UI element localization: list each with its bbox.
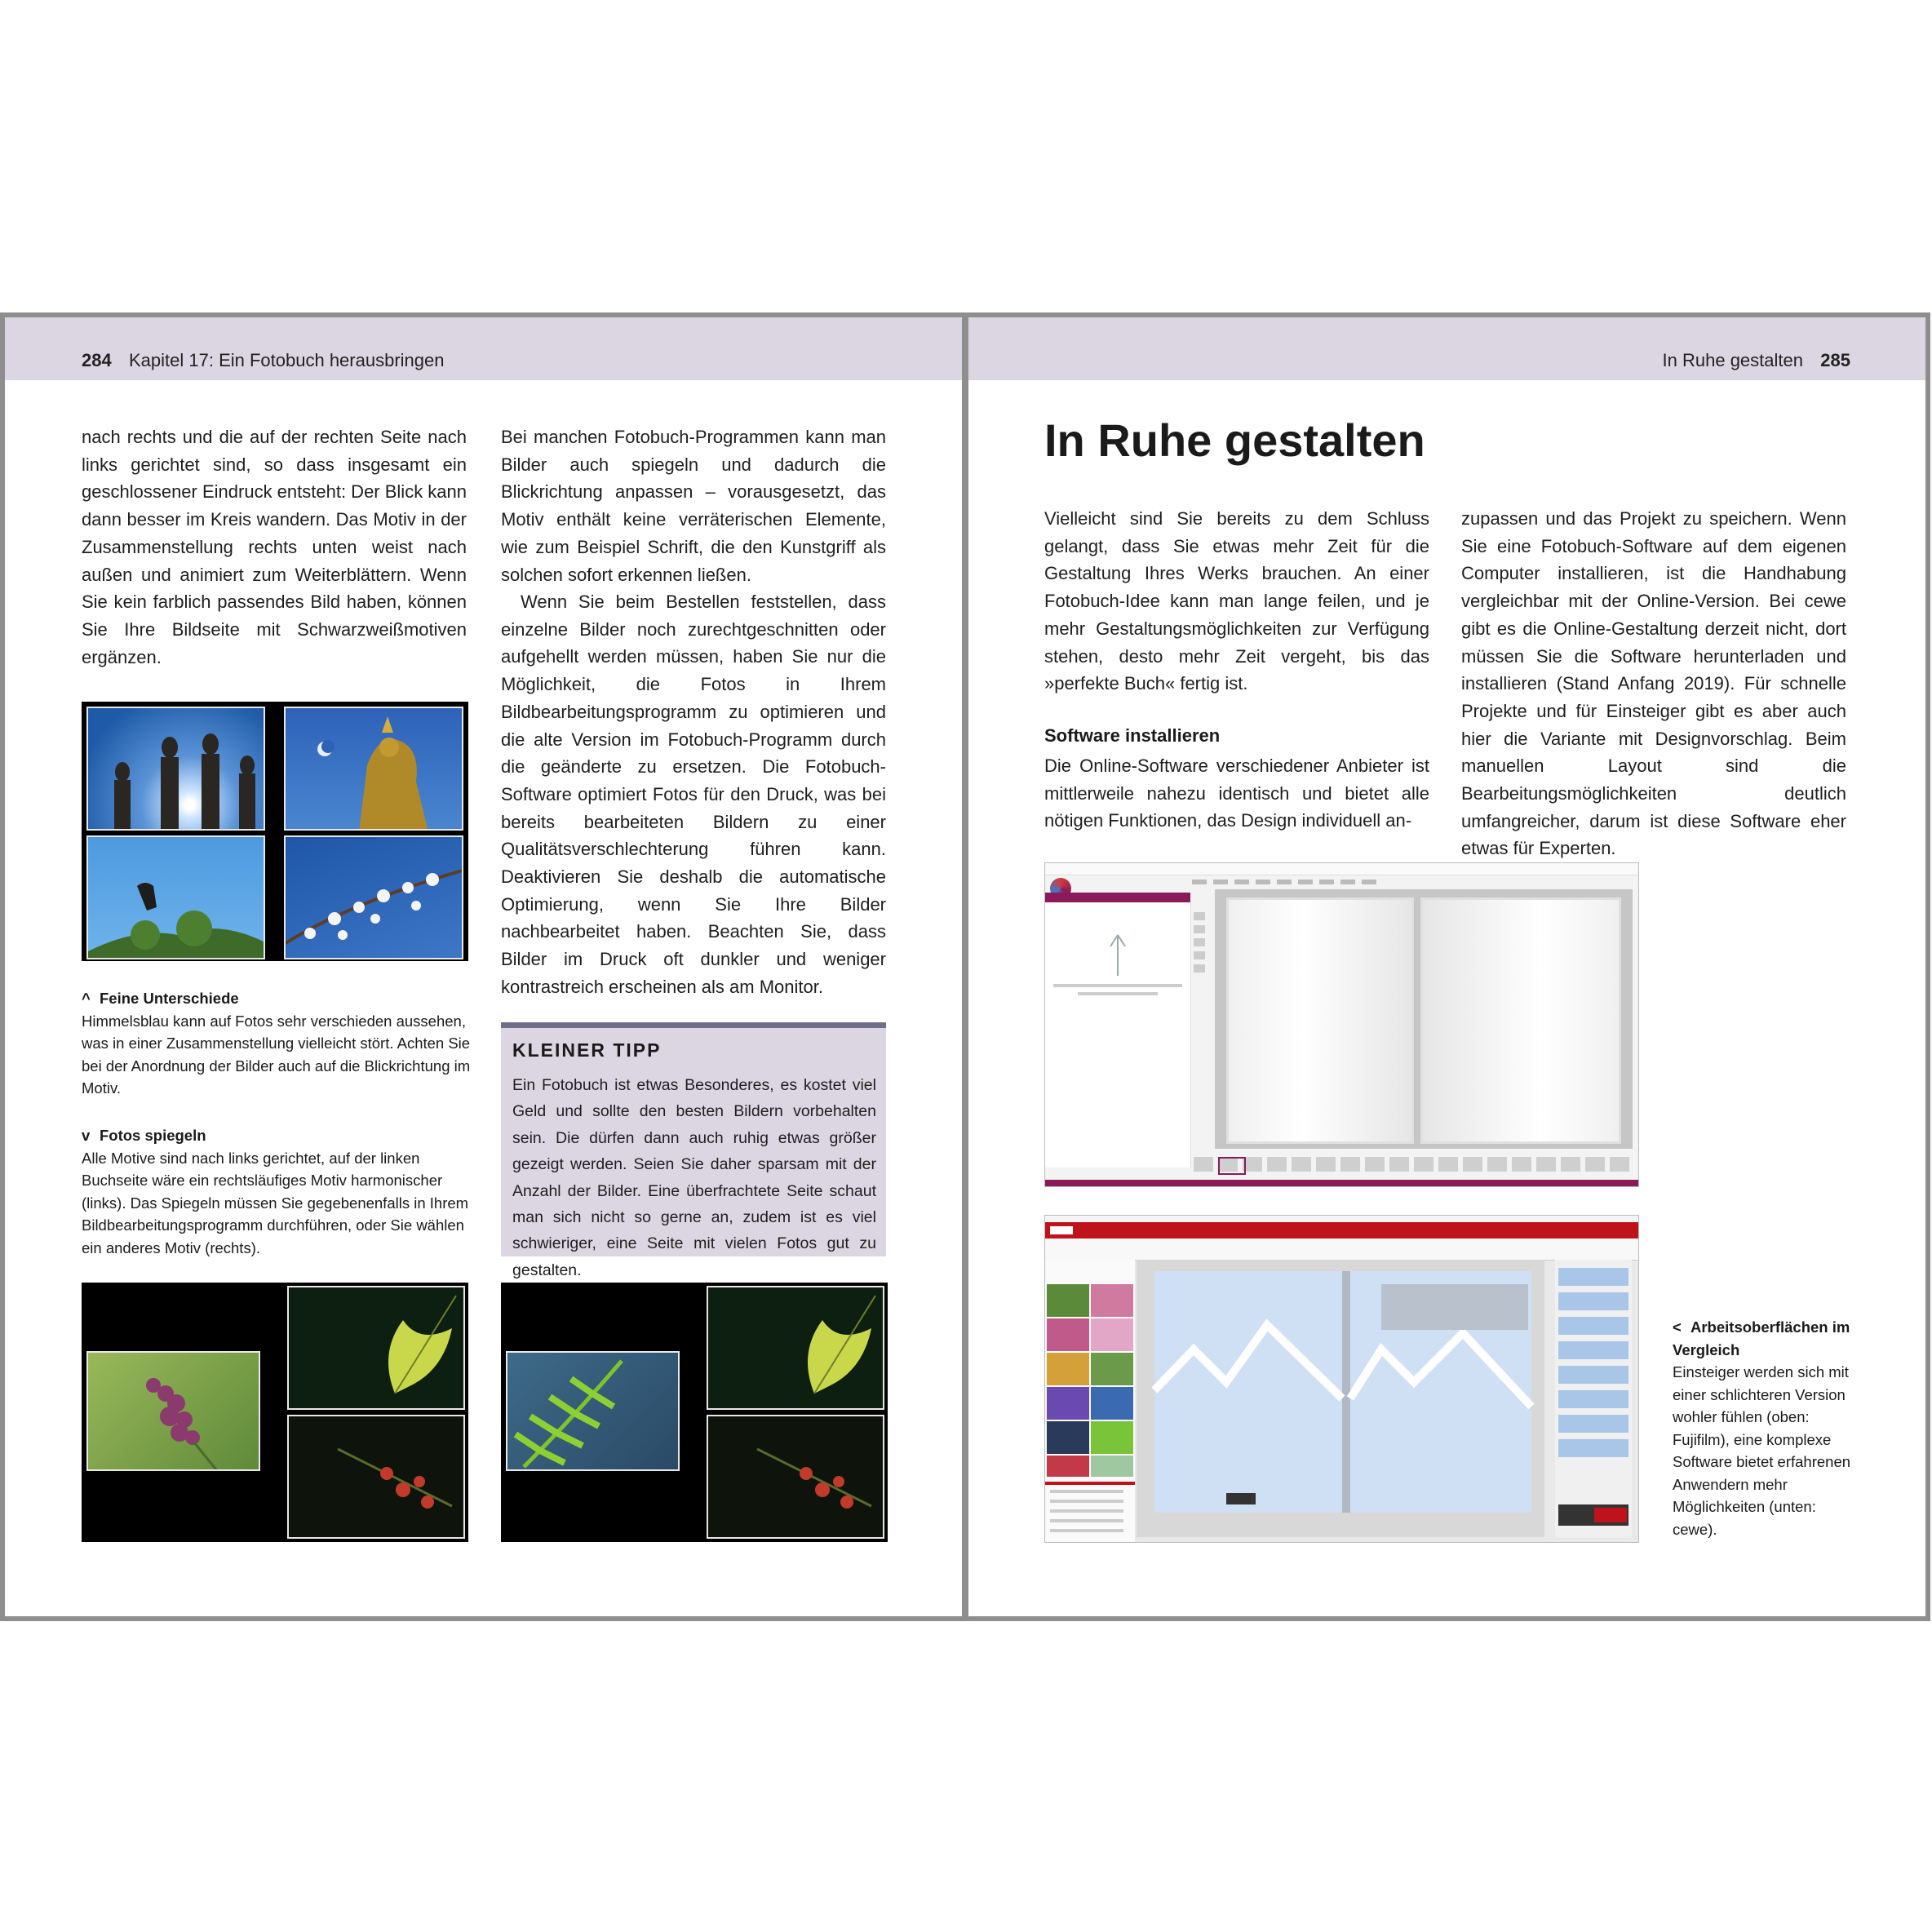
fuji-page-strip	[1194, 1157, 1630, 1172]
photo-fern	[506, 1351, 680, 1471]
caption-arbeitsoberflaechen: < Arbeitsoberflächen im Vergleich Einsteiger werden sich mit einer schlichteren Version wohler fühlen (oben: Fujifilm), eine komplexe Software bietet erfahrenen Anwendern mehr Möglichkeiten (unten: cewe).	[1673, 1316, 1860, 1540]
chevron-up-icon: ^	[82, 990, 91, 1007]
left-col2-para1: Bei manchen Fotobuch-Programmen kann man Bilder auch spiegeln und dadurch die Blickrichtung anpassen – vorausgesetzt, das Motiv enthält keine verräterischen Elemente, wie zum Beispiel Schrift, die den Kunstgriff als solchen sofort erkennen ließen.	[501, 427, 886, 585]
right-page	[964, 312, 1930, 1621]
fuji-canvas	[1215, 889, 1633, 1149]
left-page-number: 284	[82, 350, 112, 370]
photo-golden-statue	[284, 707, 463, 831]
caption-fotos-spiegeln: v Fotos spiegeln Alle Motive sind nach links gerichtet, auf der linken Buchseite wäre ein rechtsläufiges Motiv harmonischer (links). Das Spiegeln müssen Sie gegebenenfalls in Ihrem Bildbearbeitungsprogramm durchführen, oder Sie wählen ein anderes Motiv (rechts).	[82, 1124, 473, 1259]
right-col1-para2: Die Online-Software verschiedener Anbieter ist mittlerweile nahezu identisch und bietet alle nötigen Funktionen, das Design individuell an-	[1044, 756, 1429, 831]
photo-lilac	[86, 1351, 260, 1471]
section-title: In Ruhe gestalten	[1662, 350, 1803, 370]
right-page-number: 285	[1820, 350, 1850, 370]
statues-silhouette	[88, 708, 265, 831]
collage-fern	[501, 1283, 888, 1542]
fuji-sidebar	[1045, 902, 1191, 1168]
book-spread	[0, 312, 1930, 1621]
left-col1-text: nach rechts und die auf der rechten Seite nach links gerichtet sind, so dass insgesamt ein geschlossener Eindruck entsteht: Der Blick kann dann besser im Kreis wandern. Das Motiv in der Zusammenstellung rechts unten weist nach außen und animiert zum Weiterblättern. Wenn Sie kein farblich passendes Bild haben, können Sie Ihre Bildseite mit Schwarzweißmotiven ergänzen.	[82, 427, 467, 667]
screenshot-fujifilm	[1044, 862, 1639, 1187]
right-col2-text: zupassen und das Projekt zu speichern. Wenn Sie eine Fotobuch-Software auf dem eigenen Computer installieren, ist die Handhabung vergleichbar mit der Online-Version. Bei cewe gibt es die Online-Gestaltung derzeit nicht, dort müssen Sie die Software herunterladen und installieren (Stand Anfang 2019). Für schnelle Projekte und für Einsteiger gibt es aber auch hier die Variante mit Designvorschlag. Beim manuellen Layout sind die Bearbeitungsmöglichkeiten deutlich umfangreicher, darum ist diese Software eher etwas für Experten.	[1461, 508, 1846, 859]
photo-leaf-2	[707, 1286, 884, 1410]
right-running-header	[968, 317, 1925, 380]
chevron-left-icon: <	[1673, 1318, 1682, 1336]
collage-sky-photos	[82, 702, 468, 961]
cewe-logo-icon	[1050, 1226, 1073, 1234]
photo-leaf-1	[287, 1286, 465, 1410]
chevron-down-icon: v	[82, 1127, 91, 1144]
caption-feine-unterschiede: ^ Feine Unterschiede Himmelsblau kann auf Fotos sehr verschieden aussehen, was in einer Zusammenstellung vielleicht stört. Achten Sie bei der Anordnung der Bilder auch auf die Blickrichtung im Motiv.	[82, 987, 473, 1100]
cewe-titlebar	[1045, 1222, 1638, 1239]
arrow-up-icon	[1045, 927, 1190, 1025]
photo-berries-1	[287, 1415, 465, 1539]
tip-text: Ein Fotobuch ist etwas Besonderes, es kostet viel Geld und sollte den besten Bildern vorbehalten sein. Die dürfen dann auch ruhig etwas größer gezeigt werden. Seien Sie daher sparsam mit der Anzahl der Bilder. Eine überfrachtete Seite schaut man sich nicht so gerne an, zudem ist es viel schwieriger, eine Seite mit vielen Fotos gut zu gestalten.	[512, 1076, 876, 1279]
screenshot-cewe	[1044, 1215, 1639, 1543]
tip-box	[501, 1022, 886, 1279]
cewe-canvas	[1137, 1260, 1544, 1537]
left-page	[0, 312, 964, 1621]
photo-statues	[86, 707, 265, 831]
collage-lilac	[82, 1283, 468, 1542]
photo-berries-2	[707, 1415, 884, 1539]
left-running-header	[5, 317, 962, 380]
tip-title: KLEINER TIPP	[512, 1039, 662, 1061]
photo-bird-on-branch	[86, 835, 265, 959]
left-col2-para2: Wenn Sie beim Bestellen feststellen, dass einzelne Bilder noch zurechtgeschnitten oder aufgehellt werden müssen, haben Sie nur die Möglichkeit, die Fotos in Ihrem Bildbearbeitungsprogramm zu optimieren und die alte Version im Fotobuch-Programm durch die geänderte zu ersetzen. Die Fotobuch-Software optimiert Fotos für den Druck, was bei bereits bearbeiteten Bildern zu einer Qualitätsverschlechterung führen kann. Deaktivieren Sie deshalb die automatische Optimierung, wenn Sie Ihre Bilder nachbearbeitet haben. Beachten Sie, dass Bilder im Druck oft dunkler und weniger kontrastreich erscheinen als am Monitor.	[501, 592, 886, 997]
cewe-layout-panel	[1555, 1260, 1632, 1537]
cewe-photo-panel	[1045, 1260, 1135, 1542]
chapter-title: Kapitel 17: Ein Fotobuch herausbringen	[129, 350, 445, 370]
page-heading: In Ruhe gestalten	[1044, 414, 1425, 466]
photo-blossoms	[284, 835, 463, 959]
subheading: Software installieren	[1044, 725, 1221, 746]
right-col1-para1: Vielleicht sind Sie bereits zu dem Schluss gelangt, dass Sie etwas mehr Zeit für die Gestaltung Ihres Werks brauchen. An einer Fotobuch-Idee kann man lange feilen, und je mehr Gestaltungsmöglichkeiten zur Verfügung stehen, desto mehr Zeit vergeht, bis das »perfekte Buch« fertig ist.	[1044, 508, 1429, 694]
